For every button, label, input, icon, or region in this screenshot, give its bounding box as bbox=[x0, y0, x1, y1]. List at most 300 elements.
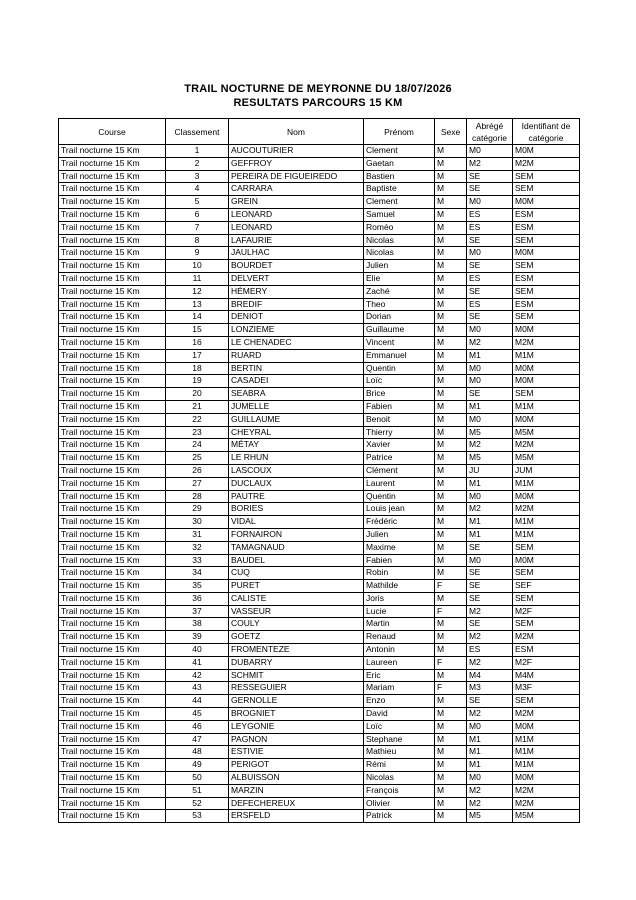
cell-classement: 26 bbox=[166, 464, 229, 477]
cell-nom: JAULHAC bbox=[229, 247, 364, 260]
cell-sexe: F bbox=[435, 580, 467, 593]
cell-identifiant-categorie: M5M bbox=[513, 810, 580, 823]
cell-abrege-categorie: M5 bbox=[467, 426, 513, 439]
table-row bbox=[59, 413, 580, 426]
cell-sexe: M bbox=[435, 464, 467, 477]
cell-course: Trail nocturne 15 Km bbox=[59, 682, 166, 695]
cell-course: Trail nocturne 15 Km bbox=[59, 439, 166, 452]
table-row bbox=[59, 452, 580, 465]
cell-sexe: M bbox=[435, 388, 467, 401]
cell-prenom: Gaetan bbox=[364, 157, 435, 170]
table-row bbox=[59, 388, 580, 401]
cell-nom: BROGNIET bbox=[229, 708, 364, 721]
table-row bbox=[59, 682, 580, 695]
cell-classement: 7 bbox=[166, 221, 229, 234]
cell-course: Trail nocturne 15 Km bbox=[59, 452, 166, 465]
page-subtitle: RESULTATS PARCOURS 15 KM bbox=[233, 97, 403, 109]
cell-classement: 51 bbox=[166, 784, 229, 797]
cell-prenom: Renaud bbox=[364, 631, 435, 644]
cell-identifiant-categorie: M1M bbox=[513, 528, 580, 541]
cell-nom: GEFFROY bbox=[229, 157, 364, 170]
cell-classement: 29 bbox=[166, 503, 229, 516]
cell-prenom: Frédéric bbox=[364, 516, 435, 529]
cell-classement: 52 bbox=[166, 797, 229, 810]
cell-classement: 21 bbox=[166, 400, 229, 413]
cell-nom: ESTIVIE bbox=[229, 746, 364, 759]
cell-course: Trail nocturne 15 Km bbox=[59, 797, 166, 810]
cell-abrege-categorie: ES bbox=[467, 272, 513, 285]
cell-sexe: M bbox=[435, 567, 467, 580]
cell-identifiant-categorie: M2M bbox=[513, 797, 580, 810]
cell-abrege-categorie: M1 bbox=[467, 349, 513, 362]
cell-abrege-categorie: M2 bbox=[467, 708, 513, 721]
cell-course: Trail nocturne 15 Km bbox=[59, 720, 166, 733]
cell-classement: 2 bbox=[166, 157, 229, 170]
table-row bbox=[59, 784, 580, 797]
cell-course: Trail nocturne 15 Km bbox=[59, 746, 166, 759]
cell-prenom: Antonin bbox=[364, 644, 435, 657]
cell-classement: 47 bbox=[166, 733, 229, 746]
cell-prenom: Patrice bbox=[364, 452, 435, 465]
table-row bbox=[59, 554, 580, 567]
cell-sexe: M bbox=[435, 541, 467, 554]
table-row bbox=[59, 247, 580, 260]
cell-prenom: Emmanuel bbox=[364, 349, 435, 362]
cell-classement: 43 bbox=[166, 682, 229, 695]
table-row bbox=[59, 810, 580, 823]
cell-identifiant-categorie: M0M bbox=[513, 145, 580, 158]
table-row bbox=[59, 234, 580, 247]
cell-sexe: M bbox=[435, 708, 467, 721]
cell-abrege-categorie: SE bbox=[467, 260, 513, 273]
cell-classement: 34 bbox=[166, 567, 229, 580]
cell-sexe: M bbox=[435, 784, 467, 797]
cell-classement: 48 bbox=[166, 746, 229, 759]
cell-classement: 40 bbox=[166, 644, 229, 657]
table-row bbox=[59, 708, 580, 721]
cell-classement: 33 bbox=[166, 554, 229, 567]
cell-nom: GOETZ bbox=[229, 631, 364, 644]
cell-abrege-categorie: M5 bbox=[467, 810, 513, 823]
cell-sexe: M bbox=[435, 183, 467, 196]
cell-course: Trail nocturne 15 Km bbox=[59, 644, 166, 657]
cell-classement: 4 bbox=[166, 183, 229, 196]
cell-course: Trail nocturne 15 Km bbox=[59, 272, 166, 285]
cell-course: Trail nocturne 15 Km bbox=[59, 311, 166, 324]
cell-sexe: M bbox=[435, 362, 467, 375]
cell-classement: 44 bbox=[166, 695, 229, 708]
cell-classement: 32 bbox=[166, 541, 229, 554]
cell-sexe: M bbox=[435, 375, 467, 388]
cell-course: Trail nocturne 15 Km bbox=[59, 567, 166, 580]
cell-nom: FROMENTEZE bbox=[229, 644, 364, 657]
cell-classement: 41 bbox=[166, 656, 229, 669]
column-header-abrege-categorie: Abrégé catégorie bbox=[467, 119, 513, 145]
cell-identifiant-categorie: M0M bbox=[513, 554, 580, 567]
table-row bbox=[59, 196, 580, 209]
cell-prenom: François bbox=[364, 784, 435, 797]
cell-course: Trail nocturne 15 Km bbox=[59, 631, 166, 644]
cell-nom: CARRARA bbox=[229, 183, 364, 196]
cell-nom: LASCOUX bbox=[229, 464, 364, 477]
cell-course: Trail nocturne 15 Km bbox=[59, 234, 166, 247]
cell-abrege-categorie: M2 bbox=[467, 605, 513, 618]
cell-identifiant-categorie: M0M bbox=[513, 324, 580, 337]
column-header-nom: Nom bbox=[229, 119, 364, 145]
cell-classement: 3 bbox=[166, 170, 229, 183]
cell-identifiant-categorie: M0M bbox=[513, 490, 580, 503]
cell-sexe: M bbox=[435, 324, 467, 337]
cell-nom: RUARD bbox=[229, 349, 364, 362]
cell-prenom: Roméo bbox=[364, 221, 435, 234]
table-row bbox=[59, 157, 580, 170]
cell-nom: GERNOLLE bbox=[229, 695, 364, 708]
table-row bbox=[59, 311, 580, 324]
cell-abrege-categorie: ES bbox=[467, 221, 513, 234]
cell-course: Trail nocturne 15 Km bbox=[59, 388, 166, 401]
table-row bbox=[59, 541, 580, 554]
cell-course: Trail nocturne 15 Km bbox=[59, 362, 166, 375]
cell-identifiant-categorie: M5M bbox=[513, 452, 580, 465]
table-header-row bbox=[59, 119, 580, 145]
cell-abrege-categorie: M0 bbox=[467, 413, 513, 426]
cell-identifiant-categorie: M1M bbox=[513, 733, 580, 746]
cell-identifiant-categorie: M3F bbox=[513, 682, 580, 695]
cell-sexe: M bbox=[435, 221, 467, 234]
cell-sexe: M bbox=[435, 298, 467, 311]
cell-abrege-categorie: M0 bbox=[467, 772, 513, 785]
results-table-body bbox=[59, 145, 580, 823]
cell-course: Trail nocturne 15 Km bbox=[59, 541, 166, 554]
cell-sexe: M bbox=[435, 772, 467, 785]
cell-sexe: M bbox=[435, 234, 467, 247]
cell-identifiant-categorie: M2M bbox=[513, 708, 580, 721]
cell-identifiant-categorie: SEM bbox=[513, 285, 580, 298]
cell-nom: BERTIN bbox=[229, 362, 364, 375]
table-row bbox=[59, 618, 580, 631]
cell-sexe: F bbox=[435, 656, 467, 669]
cell-prenom: Thierry bbox=[364, 426, 435, 439]
cell-classement: 19 bbox=[166, 375, 229, 388]
cell-nom: DELVERT bbox=[229, 272, 364, 285]
cell-prenom: Mathilde bbox=[364, 580, 435, 593]
cell-classement: 16 bbox=[166, 336, 229, 349]
table-row bbox=[59, 183, 580, 196]
cell-course: Trail nocturne 15 Km bbox=[59, 772, 166, 785]
cell-nom: VASSEUR bbox=[229, 605, 364, 618]
cell-identifiant-categorie: M0M bbox=[513, 413, 580, 426]
cell-sexe: M bbox=[435, 452, 467, 465]
table-row bbox=[59, 592, 580, 605]
cell-course: Trail nocturne 15 Km bbox=[59, 157, 166, 170]
cell-course: Trail nocturne 15 Km bbox=[59, 426, 166, 439]
cell-prenom: Quentin bbox=[364, 362, 435, 375]
table-row bbox=[59, 145, 580, 158]
cell-course: Trail nocturne 15 Km bbox=[59, 477, 166, 490]
cell-sexe: M bbox=[435, 810, 467, 823]
cell-prenom: Bastien bbox=[364, 170, 435, 183]
table-row bbox=[59, 170, 580, 183]
cell-prenom: Brice bbox=[364, 388, 435, 401]
table-row bbox=[59, 605, 580, 618]
cell-identifiant-categorie: JUM bbox=[513, 464, 580, 477]
cell-nom: TAMAGNAUD bbox=[229, 541, 364, 554]
cell-identifiant-categorie: M0M bbox=[513, 196, 580, 209]
cell-identifiant-categorie: M1M bbox=[513, 746, 580, 759]
table-row bbox=[59, 336, 580, 349]
cell-prenom: Julien bbox=[364, 260, 435, 273]
page-title: TRAIL NOCTURNE DE MEYRONNE DU 18/07/2026 bbox=[184, 83, 452, 95]
cell-identifiant-categorie: ESM bbox=[513, 272, 580, 285]
cell-abrege-categorie: M0 bbox=[467, 324, 513, 337]
document-header bbox=[0, 82, 636, 110]
cell-sexe: F bbox=[435, 682, 467, 695]
cell-classement: 24 bbox=[166, 439, 229, 452]
cell-abrege-categorie: M4 bbox=[467, 669, 513, 682]
cell-nom: SCHMIT bbox=[229, 669, 364, 682]
table-row bbox=[59, 426, 580, 439]
cell-identifiant-categorie: SEM bbox=[513, 541, 580, 554]
table-row bbox=[59, 797, 580, 810]
cell-sexe: M bbox=[435, 336, 467, 349]
cell-nom: MÉTAY bbox=[229, 439, 364, 452]
table-row bbox=[59, 772, 580, 785]
cell-abrege-categorie: M1 bbox=[467, 528, 513, 541]
cell-identifiant-categorie: ESM bbox=[513, 221, 580, 234]
cell-classement: 27 bbox=[166, 477, 229, 490]
cell-course: Trail nocturne 15 Km bbox=[59, 145, 166, 158]
cell-sexe: M bbox=[435, 400, 467, 413]
cell-nom: PAGNON bbox=[229, 733, 364, 746]
cell-nom: LEONARD bbox=[229, 221, 364, 234]
cell-identifiant-categorie: M0M bbox=[513, 375, 580, 388]
cell-prenom: Mathieu bbox=[364, 746, 435, 759]
cell-sexe: M bbox=[435, 618, 467, 631]
cell-sexe: F bbox=[435, 605, 467, 618]
table-row bbox=[59, 400, 580, 413]
cell-identifiant-categorie: M5M bbox=[513, 426, 580, 439]
cell-identifiant-categorie: M2F bbox=[513, 605, 580, 618]
cell-classement: 25 bbox=[166, 452, 229, 465]
cell-abrege-categorie: M0 bbox=[467, 490, 513, 503]
cell-abrege-categorie: SE bbox=[467, 170, 513, 183]
table-row bbox=[59, 260, 580, 273]
table-row bbox=[59, 695, 580, 708]
cell-identifiant-categorie: SEM bbox=[513, 183, 580, 196]
cell-prenom: Patrick bbox=[364, 810, 435, 823]
cell-sexe: M bbox=[435, 260, 467, 273]
cell-sexe: M bbox=[435, 516, 467, 529]
table-row bbox=[59, 477, 580, 490]
cell-identifiant-categorie: ESM bbox=[513, 644, 580, 657]
cell-prenom: Fabien bbox=[364, 554, 435, 567]
cell-classement: 17 bbox=[166, 349, 229, 362]
cell-nom: BORIES bbox=[229, 503, 364, 516]
cell-abrege-categorie: M2 bbox=[467, 336, 513, 349]
cell-course: Trail nocturne 15 Km bbox=[59, 695, 166, 708]
cell-course: Trail nocturne 15 Km bbox=[59, 464, 166, 477]
cell-prenom: Xavier bbox=[364, 439, 435, 452]
table-row bbox=[59, 733, 580, 746]
cell-prenom: Martin bbox=[364, 618, 435, 631]
cell-identifiant-categorie: M2M bbox=[513, 439, 580, 452]
cell-sexe: M bbox=[435, 349, 467, 362]
cell-nom: COULY bbox=[229, 618, 364, 631]
cell-nom: AUCOUTURIER bbox=[229, 145, 364, 158]
cell-nom: PERIGOT bbox=[229, 759, 364, 772]
cell-identifiant-categorie: SEM bbox=[513, 592, 580, 605]
cell-prenom: Elie bbox=[364, 272, 435, 285]
cell-classement: 15 bbox=[166, 324, 229, 337]
cell-abrege-categorie: M0 bbox=[467, 375, 513, 388]
table-row bbox=[59, 324, 580, 337]
cell-classement: 8 bbox=[166, 234, 229, 247]
cell-course: Trail nocturne 15 Km bbox=[59, 605, 166, 618]
cell-course: Trail nocturne 15 Km bbox=[59, 592, 166, 605]
cell-abrege-categorie: ES bbox=[467, 644, 513, 657]
cell-sexe: M bbox=[435, 554, 467, 567]
cell-course: Trail nocturne 15 Km bbox=[59, 298, 166, 311]
cell-nom: HÉMERY bbox=[229, 285, 364, 298]
cell-nom: BAUDEL bbox=[229, 554, 364, 567]
table-row bbox=[59, 720, 580, 733]
cell-sexe: M bbox=[435, 247, 467, 260]
cell-abrege-categorie: SE bbox=[467, 567, 513, 580]
cell-sexe: M bbox=[435, 170, 467, 183]
cell-prenom: Rémi bbox=[364, 759, 435, 772]
cell-abrege-categorie: M1 bbox=[467, 746, 513, 759]
cell-sexe: M bbox=[435, 285, 467, 298]
cell-course: Trail nocturne 15 Km bbox=[59, 490, 166, 503]
cell-sexe: M bbox=[435, 592, 467, 605]
table-row bbox=[59, 644, 580, 657]
cell-classement: 45 bbox=[166, 708, 229, 721]
cell-abrege-categorie: M2 bbox=[467, 784, 513, 797]
cell-identifiant-categorie: SEM bbox=[513, 388, 580, 401]
cell-abrege-categorie: M0 bbox=[467, 247, 513, 260]
cell-nom: MARZIN bbox=[229, 784, 364, 797]
table-row bbox=[59, 516, 580, 529]
cell-prenom: Eric bbox=[364, 669, 435, 682]
table-row bbox=[59, 631, 580, 644]
table-row bbox=[59, 580, 580, 593]
column-header-prenom: Prénom bbox=[364, 119, 435, 145]
cell-course: Trail nocturne 15 Km bbox=[59, 669, 166, 682]
table-row bbox=[59, 298, 580, 311]
cell-identifiant-categorie: SEM bbox=[513, 618, 580, 631]
cell-nom: DEFECHEREUX bbox=[229, 797, 364, 810]
cell-course: Trail nocturne 15 Km bbox=[59, 196, 166, 209]
cell-classement: 37 bbox=[166, 605, 229, 618]
table-row bbox=[59, 272, 580, 285]
cell-abrege-categorie: M2 bbox=[467, 157, 513, 170]
cell-course: Trail nocturne 15 Km bbox=[59, 554, 166, 567]
cell-abrege-categorie: M0 bbox=[467, 720, 513, 733]
cell-prenom: Loïc bbox=[364, 375, 435, 388]
cell-abrege-categorie: M5 bbox=[467, 452, 513, 465]
table-row bbox=[59, 439, 580, 452]
cell-identifiant-categorie: ESM bbox=[513, 298, 580, 311]
table-row bbox=[59, 285, 580, 298]
cell-prenom: Benoit bbox=[364, 413, 435, 426]
cell-identifiant-categorie: M2M bbox=[513, 631, 580, 644]
cell-nom: DUCLAUX bbox=[229, 477, 364, 490]
column-header-sexe: Sexe bbox=[435, 119, 467, 145]
table-row bbox=[59, 464, 580, 477]
cell-abrege-categorie: M1 bbox=[467, 759, 513, 772]
cell-identifiant-categorie: M0M bbox=[513, 720, 580, 733]
cell-course: Trail nocturne 15 Km bbox=[59, 733, 166, 746]
table-row bbox=[59, 208, 580, 221]
cell-sexe: M bbox=[435, 720, 467, 733]
cell-nom: CALISTE bbox=[229, 592, 364, 605]
cell-identifiant-categorie: M4M bbox=[513, 669, 580, 682]
cell-nom: LAFAURIE bbox=[229, 234, 364, 247]
cell-classement: 13 bbox=[166, 298, 229, 311]
cell-prenom: Guillaume bbox=[364, 324, 435, 337]
cell-abrege-categorie: JU bbox=[467, 464, 513, 477]
cell-nom: GREIN bbox=[229, 196, 364, 209]
cell-nom: BREDIF bbox=[229, 298, 364, 311]
cell-abrege-categorie: SE bbox=[467, 285, 513, 298]
cell-classement: 39 bbox=[166, 631, 229, 644]
cell-identifiant-categorie: SEF bbox=[513, 580, 580, 593]
table-row bbox=[59, 746, 580, 759]
cell-nom: ERSFELD bbox=[229, 810, 364, 823]
cell-course: Trail nocturne 15 Km bbox=[59, 503, 166, 516]
cell-classement: 11 bbox=[166, 272, 229, 285]
cell-abrege-categorie: M1 bbox=[467, 733, 513, 746]
cell-identifiant-categorie: M1M bbox=[513, 759, 580, 772]
cell-abrege-categorie: M2 bbox=[467, 656, 513, 669]
cell-abrege-categorie: M2 bbox=[467, 631, 513, 644]
cell-prenom: Quentin bbox=[364, 490, 435, 503]
cell-abrege-categorie: M0 bbox=[467, 196, 513, 209]
table-row bbox=[59, 375, 580, 388]
cell-abrege-categorie: SE bbox=[467, 234, 513, 247]
cell-abrege-categorie: M2 bbox=[467, 503, 513, 516]
cell-sexe: M bbox=[435, 733, 467, 746]
cell-identifiant-categorie: M0M bbox=[513, 772, 580, 785]
cell-prenom: Olivier bbox=[364, 797, 435, 810]
cell-identifiant-categorie: M1M bbox=[513, 477, 580, 490]
cell-identifiant-categorie: SEM bbox=[513, 695, 580, 708]
cell-classement: 36 bbox=[166, 592, 229, 605]
cell-abrege-categorie: SE bbox=[467, 618, 513, 631]
cell-abrege-categorie: M0 bbox=[467, 554, 513, 567]
cell-course: Trail nocturne 15 Km bbox=[59, 260, 166, 273]
cell-identifiant-categorie: M2F bbox=[513, 656, 580, 669]
cell-classement: 18 bbox=[166, 362, 229, 375]
cell-classement: 38 bbox=[166, 618, 229, 631]
cell-prenom: Robin bbox=[364, 567, 435, 580]
cell-identifiant-categorie: SEM bbox=[513, 170, 580, 183]
cell-abrege-categorie: M1 bbox=[467, 516, 513, 529]
cell-sexe: M bbox=[435, 746, 467, 759]
cell-abrege-categorie: SE bbox=[467, 183, 513, 196]
cell-prenom: Fabien bbox=[364, 400, 435, 413]
cell-sexe: M bbox=[435, 426, 467, 439]
table-row bbox=[59, 349, 580, 362]
cell-classement: 49 bbox=[166, 759, 229, 772]
cell-identifiant-categorie: SEM bbox=[513, 260, 580, 273]
cell-classement: 31 bbox=[166, 528, 229, 541]
cell-abrege-categorie: SE bbox=[467, 592, 513, 605]
cell-sexe: M bbox=[435, 439, 467, 452]
cell-sexe: M bbox=[435, 490, 467, 503]
cell-sexe: M bbox=[435, 759, 467, 772]
cell-classement: 14 bbox=[166, 311, 229, 324]
